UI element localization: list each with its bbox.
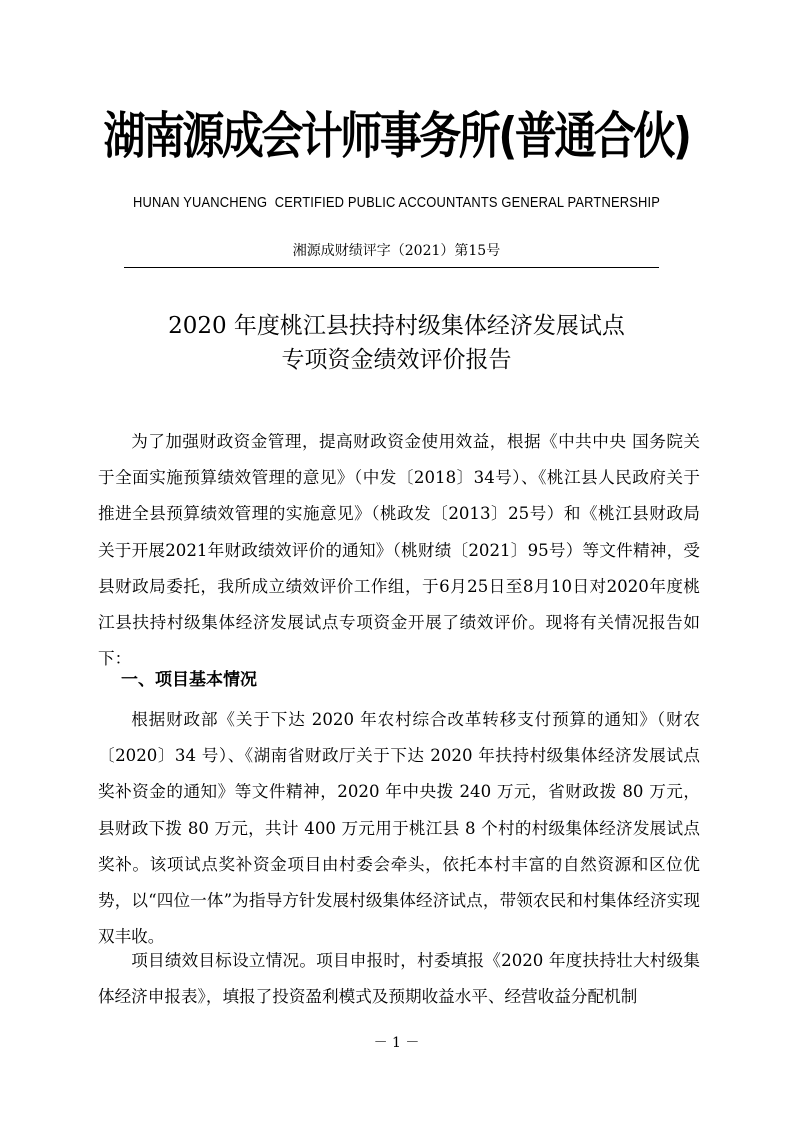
header-divider [124, 267, 659, 268]
firm-name-chinese: 湖南源成会计师事务所(普通合伙) [103, 107, 690, 165]
basic-info-paragraph: 根据财政部《关于下达 2020 年农村综合改革转移支付预算的通知》（财农〔2020〕34 号）、《湖南省财政厅关于下达 2020 年扶持村级集体经济发展试点奖补资金的通知》等文件精神，2020 年中央拨 240 万元，省财政拨 80 万元，县财政下拨 80 万元，共计 400 万元用于桃江县 8 个村的村级集体经济发展试点奖补。该项试点奖补资金项目由村委会牵头，依托本村丰富的自然资源和区位优势，以“四位一体”为指导方针发展村级集体经济试点，带领农民和村集体经济实现双丰收。 [98, 710, 700, 947]
performance-goal-paragraph: 项目绩效目标设立情况。项目申报时，村委填报《2020 年度扶持壮大村级集体经济申报表》，填报了投资盈利模式及预期收益水平、经营收益分配机制 [98, 951, 700, 1007]
page-number: － 1 － [373, 1035, 420, 1051]
intro-paragraph: 为了加强财政资金管理，提高财政资金使用效益，根据《中共中央 国务院关于全面实施预算绩效管理的意见》（中发〔2018〕34号）、《桃江县人民政府关于推进全县预算绩效管理的实施意见》（桃政发〔2013〕25号）和《桃江县财政局关于开展2021年财政绩效评价的通知》（桃财绩〔2021〕95号）等文件精神，受县财政局委托，我所成立绩效评价工作组，于6月25日至8月10日对2020年度桃江县扶持村级集体经济发展试点专项资金开展了绩效评价。现将有关情况报告如下： [98, 432, 700, 669]
report-title-line-2: 专项资金绩效评价报告 [281, 347, 512, 373]
document-number: 湘源成财绩评字（2021）第15号 [292, 243, 501, 259]
firm-name-english: HUNAN YUANCHENG CERTIFIED PUBLIC ACCOUNTANTS GENERAL PARTNERSHIP [132, 194, 661, 211]
section-heading-basic-info: 一、项目基本情况 [121, 670, 257, 690]
report-title-line-1: 2020 年度桃江县扶持村级集体经济发展试点 [168, 313, 625, 339]
